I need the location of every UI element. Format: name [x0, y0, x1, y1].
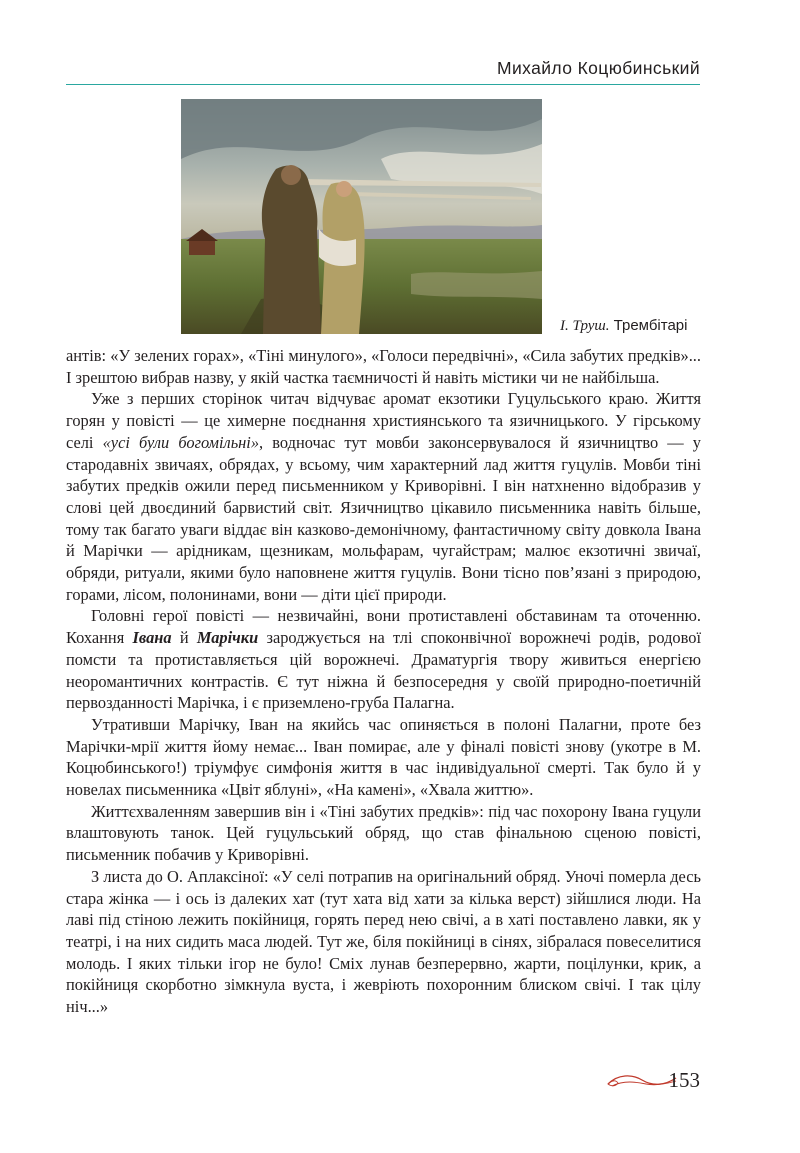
- text-run: Головні герої повісті — незвичайні, вони протиставлені обставинам та оточенню. Кохання: [66, 606, 701, 648]
- text-run: З листа до О. Аплаксіної: «У селі потрапив на оригінальний обряд. Уночі померла десь стара жінка — і ось із далеких хат (тут хата від хати за кілька верст) зійшлися люди. На лаві під стіною лежить покійниця, горять перед нею свічі, а в хаті поставлено лавки, як у театрі, і на них сидить маса людей. Тут же, біля покійниці в сінях, зібралася повеселитися молодь. І яких тільки ігор не було! Сміх лунав безперервно, жарти, поцілунки, крик, а покійниця скорботно зімкнула вуста, і жевріють похоронним блиском свічі. І так цілу ніч...»: [66, 866, 701, 1017]
- quote-italic: «усі були богомільні»: [102, 432, 260, 452]
- painting-illustration: [181, 99, 542, 334]
- header-rule: [66, 84, 700, 85]
- article-body: [66, 345, 701, 1018]
- trembita-players-painting: [181, 99, 542, 334]
- text-run: Уже з перших сторінок читач відчуває аромат екзотики Гуцульського краю. Життя горян у повісті — це химерне поєднання християнського та язичницького. У гірському селі: [66, 389, 701, 452]
- text-run: антів: «У зелених горах», «Тіні минулого», «Голоси передвічні», «Сила забутих предків»... І зрештою вибрав назву, у якій частка таємничості й навіть містики чи не найбільша.: [66, 346, 701, 387]
- caption-artist: І. Труш.: [560, 318, 610, 334]
- paragraph: [66, 866, 701, 1018]
- caption-title: Трембітарі: [613, 317, 688, 334]
- text-run: зароджується на тлі споконвічної ворожнечі родів, родової помсти та протиставляється цій ворожнечі. Драматургія твору живиться енергією неоромантичних контрастів. Є тут ніжна й безпосередня у своїй природно-поетичній первозданності Марічка, і є приземлено-груба Палагна.: [66, 628, 702, 713]
- character-name: Івана: [132, 628, 172, 648]
- text-run: Утративши Марічку, Іван на якийсь час опиняється в полоні Палагни, проте без Марічки-мрії життя йому немає... Іван помирає, але у фіналі повісті знову (укотре в М. Коцюбинського!) тріумфує симфонія життя в час індивідуальної смерті. Так було й у новелах письменника «Цвіт яблуні», «На камені», «Хвала життю».: [66, 714, 701, 800]
- paragraph: [66, 388, 701, 605]
- text-run: Життєхваленням завершив він і «Тіні забутих предків»: під час похорону Івана гуцули влаштовують танок. Цей гуцульський обряд, що став фінальною сценою повісті, письменник побачив у Криворівні.: [66, 801, 701, 865]
- paragraph: [66, 345, 701, 388]
- header-author: Михайло Коцюбинський: [496, 58, 700, 78]
- character-name: Марічки: [196, 628, 259, 648]
- ornament-flourish-icon: [606, 1070, 678, 1095]
- paragraph: [66, 605, 701, 714]
- paragraph: [66, 714, 701, 801]
- text-run: , водночас тут мовби законсервувалося й язичництво — у стародавніх звичаях, обрядах, у всьому, чим характерний лад життя гуцулів. Мовби тіні забутих предків ожили перед письменником у Криворівні. І він натхненно відобразив у слові цей двоєдиний барвистий світ. Язичництво цікавило письменника навіть більше, тому так багато уваги віддає він казково-демонічному, фантастичному світу довкола Івана й Марічки — арідникам, щезникам, мольфарам, чугайстрам; малює екзотичні звичаї, обряди, ритуали, якими було наповнене життя гуцулів. Вони тісно пов’язані з природою, горами, лісом, полонинами, вони — діти цієї природи.: [66, 432, 701, 604]
- illustration-caption: [560, 317, 687, 335]
- text-run: й: [171, 628, 197, 648]
- paragraph: [66, 801, 701, 866]
- page-number: 153: [668, 1068, 700, 1092]
